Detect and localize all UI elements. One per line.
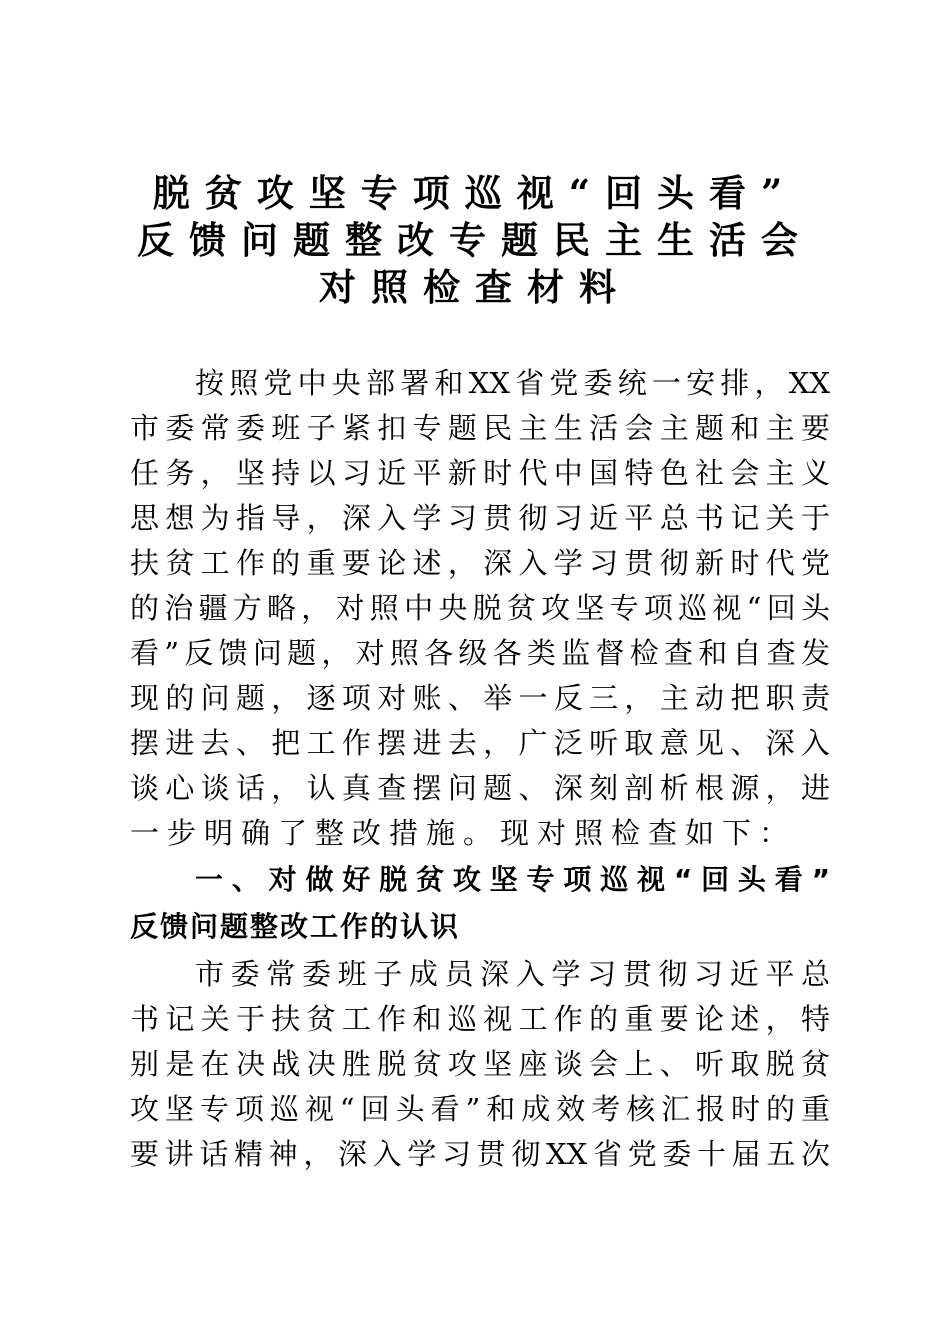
- text-line: 摆进去、把工作摆进去，广泛听取意见、深入: [130, 726, 830, 760]
- text-line: 的治疆方略，对照中央脱贫攻坚专项巡视“回头: [130, 591, 830, 625]
- text-line: 别是在决战决胜脱贫攻坚座谈会上、听取脱贫: [130, 1047, 830, 1081]
- text-line: 扶贫工作的重要论述，深入学习贯彻新时代党: [130, 546, 830, 580]
- text-line: 谈心谈话，认真查摆问题、深刻剖析根源，进: [130, 771, 830, 805]
- text-line: 任务，坚持以习近平新时代中国特色社会主义: [130, 456, 830, 490]
- text-line: 一步明确了整改措施。现对照检查如下：: [130, 816, 797, 850]
- text-line: 看”反馈问题，对照各级各类监督检查和自查发: [130, 636, 830, 670]
- text-line: 攻坚专项巡视“回头看”和成效考核汇报时的重: [130, 1092, 830, 1126]
- text-line: 按照党中央部署和XX省党委统一安排，XX: [195, 366, 830, 400]
- text-line: 书记关于扶贫工作和巡视工作的重要论述，特: [130, 1002, 830, 1036]
- title-line-1: 脱贫攻坚专项巡视“回头看”: [152, 171, 798, 215]
- text-line: 思想为指导，深入学习贯彻习近平总书记关于: [130, 501, 830, 535]
- heading-line: 一、对做好脱贫攻坚专项巡视“回头看”: [195, 863, 830, 896]
- text-line: 现的问题，逐项对账、举一反三，主动把职责: [130, 681, 830, 715]
- title-line-3: 对照检查材料: [319, 265, 631, 309]
- text-line: 要讲话精神，深入学习贯彻XX省党委十届五次: [130, 1137, 830, 1171]
- title-line-2: 反馈问题整改专题民主生活会: [137, 218, 813, 262]
- heading-line: 反馈问题整改工作的认识: [130, 910, 461, 943]
- text-line: 市委常委班子成员深入学习贯彻习近平总: [195, 957, 830, 991]
- text-line: 市委常委班子紧扣专题民主生活会主题和主要: [130, 411, 830, 445]
